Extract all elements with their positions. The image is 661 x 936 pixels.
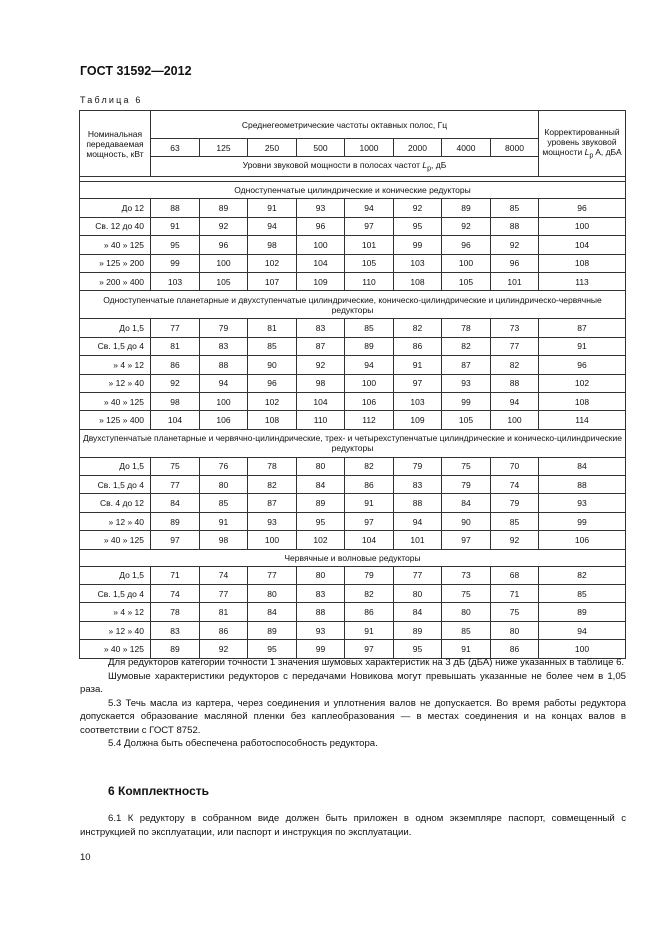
level-value-cell: 79: [345, 566, 394, 584]
table-row: [80, 411, 626, 429]
power-range-cell: » 40 » 125: [80, 531, 151, 549]
level-value-cell: 83: [297, 585, 345, 603]
level-value-cell: 85: [442, 621, 491, 639]
level-value-cell: 97: [345, 640, 394, 658]
level-value-cell: 89: [394, 621, 442, 639]
corrected-value-cell: 82: [539, 566, 626, 584]
body-text: [80, 656, 626, 751]
frequency-header-cell: 2000: [394, 139, 442, 157]
levels-label-pre: Уровни звуковой мощности в полосах частот: [242, 160, 423, 171]
section-heading: 6 Комплектность: [108, 784, 209, 798]
level-value-cell: 104: [345, 531, 394, 549]
level-value-cell: 75: [491, 603, 539, 621]
level-value-cell: 93: [442, 374, 491, 392]
level-value-cell: 83: [200, 337, 248, 355]
level-value-cell: 94: [345, 199, 394, 217]
level-value-cell: 103: [394, 254, 442, 272]
level-value-cell: 91: [394, 356, 442, 374]
power-range-cell: » 125 » 200: [80, 254, 151, 272]
level-value-cell: 80: [297, 566, 345, 584]
power-range-cell: » 125 » 400: [80, 411, 151, 429]
level-value-cell: 77: [248, 566, 297, 584]
level-value-cell: 77: [394, 566, 442, 584]
table-row: [80, 199, 626, 217]
power-column-header: Номинальная передаваемая мощность, кВт: [80, 111, 151, 177]
table-row: [80, 392, 626, 410]
level-value-cell: 87: [248, 494, 297, 512]
corrected-value-cell: 96: [539, 199, 626, 217]
table-row: [80, 319, 626, 337]
level-value-cell: 95: [394, 217, 442, 235]
level-value-cell: 97: [442, 531, 491, 549]
level-value-cell: 92: [200, 640, 248, 658]
level-value-cell: 78: [442, 319, 491, 337]
corrected-value-cell: 84: [539, 457, 626, 475]
level-value-cell: 88: [491, 217, 539, 235]
corrected-value-cell: 100: [539, 640, 626, 658]
level-value-cell: 86: [200, 621, 248, 639]
level-value-cell: 77: [491, 337, 539, 355]
level-value-cell: 100: [442, 254, 491, 272]
level-value-cell: 84: [248, 603, 297, 621]
level-value-cell: 91: [151, 217, 200, 235]
level-value-cell: 89: [200, 199, 248, 217]
level-value-cell: 78: [248, 457, 297, 475]
level-value-cell: 90: [442, 512, 491, 530]
power-range-cell: До 1,5: [80, 566, 151, 584]
level-value-cell: 76: [200, 457, 248, 475]
corrected-value-cell: 100: [539, 217, 626, 235]
level-value-cell: 80: [200, 476, 248, 494]
section-title-row: [80, 429, 626, 457]
power-range-cell: До 12: [80, 199, 151, 217]
level-value-cell: 84: [297, 476, 345, 494]
table-row: [80, 621, 626, 639]
level-value-cell: 71: [151, 566, 200, 584]
level-value-cell: 79: [491, 494, 539, 512]
level-value-cell: 94: [248, 217, 297, 235]
power-range-cell: » 4 » 12: [80, 356, 151, 374]
corrected-value-cell: 106: [539, 531, 626, 549]
level-value-cell: 85: [200, 494, 248, 512]
level-value-cell: 88: [151, 199, 200, 217]
level-value-cell: 97: [151, 531, 200, 549]
paragraph-5-4: 5.4 Должна быть обеспечена работоспособность редуктора.: [108, 738, 378, 749]
level-value-cell: 93: [297, 621, 345, 639]
power-range-cell: Св. 1,5 до 4: [80, 585, 151, 603]
level-value-cell: 89: [345, 337, 394, 355]
power-range-cell: » 4 » 12: [80, 603, 151, 621]
corrected-value-cell: 114: [539, 411, 626, 429]
level-value-cell: 73: [491, 319, 539, 337]
level-value-cell: 79: [442, 476, 491, 494]
level-value-cell: 104: [297, 392, 345, 410]
paragraph-accuracy-note: Для редукторов категории точности 1 значения шумовых характеристик на 3 дБ (дБА) ниже указанных в таблице 6.: [108, 657, 625, 668]
level-value-cell: 102: [248, 392, 297, 410]
frequency-header-cell: 500: [297, 139, 345, 157]
table-row: [80, 254, 626, 272]
table-row: [80, 603, 626, 621]
level-value-cell: 97: [345, 512, 394, 530]
power-range-cell: » 200 » 400: [80, 272, 151, 290]
level-value-cell: 82: [491, 356, 539, 374]
level-value-cell: 110: [297, 411, 345, 429]
section-title: Одноступенчатые цилиндрические и конические редукторы: [80, 182, 626, 199]
level-value-cell: 89: [151, 640, 200, 658]
level-value-cell: 96: [491, 254, 539, 272]
corrected-value-cell: 85: [539, 585, 626, 603]
level-value-cell: 87: [297, 337, 345, 355]
table-row: [80, 457, 626, 475]
level-value-cell: 80: [248, 585, 297, 603]
level-value-cell: 86: [345, 603, 394, 621]
corrected-value-cell: 96: [539, 356, 626, 374]
level-value-cell: 88: [394, 494, 442, 512]
section-title: Двухступенчатые планетарные и червячно-цилиндрические, трех- и четырехступенчатые цилиндрические и коническо-цилиндрические редукторы: [80, 429, 626, 457]
paragraph-novikov-note: Шумовые характеристики редукторов с передачами Новикова могут превышать указанные не более чем в 1,05 раза.: [80, 670, 626, 695]
level-value-cell: 99: [151, 254, 200, 272]
level-value-cell: 101: [394, 531, 442, 549]
level-value-cell: 108: [394, 272, 442, 290]
level-value-cell: 79: [394, 457, 442, 475]
level-value-cell: 100: [345, 374, 394, 392]
level-value-cell: 81: [248, 319, 297, 337]
level-value-cell: 92: [297, 356, 345, 374]
level-value-cell: 95: [248, 640, 297, 658]
level-value-cell: 77: [151, 476, 200, 494]
level-value-cell: 68: [491, 566, 539, 584]
power-range-cell: Св. 1,5 до 4: [80, 337, 151, 355]
level-value-cell: 100: [491, 411, 539, 429]
level-value-cell: 77: [200, 585, 248, 603]
level-value-cell: 89: [297, 494, 345, 512]
corrected-value-cell: 88: [539, 476, 626, 494]
corrected-value-cell: 93: [539, 494, 626, 512]
power-range-cell: » 12 » 40: [80, 621, 151, 639]
level-value-cell: 82: [345, 457, 394, 475]
level-value-cell: 78: [151, 603, 200, 621]
frequency-header-cell: 63: [151, 139, 200, 157]
level-value-cell: 98: [200, 531, 248, 549]
corrected-level-header: [539, 111, 626, 177]
table-row: [80, 585, 626, 603]
level-value-cell: 74: [200, 566, 248, 584]
level-value-cell: 94: [345, 356, 394, 374]
section-title-row: [80, 291, 626, 319]
level-value-cell: 82: [442, 337, 491, 355]
level-value-cell: 109: [297, 272, 345, 290]
level-value-cell: 86: [151, 356, 200, 374]
power-range-cell: До 1,5: [80, 457, 151, 475]
frequency-group-header: Среднегеометрические частоты октавных полос, Гц: [151, 111, 539, 139]
corrected-level-subscript: p: [589, 151, 594, 160]
corrected-value-cell: 99: [539, 512, 626, 530]
level-value-cell: 105: [442, 411, 491, 429]
level-value-cell: 89: [248, 621, 297, 639]
level-value-cell: 92: [394, 199, 442, 217]
level-value-cell: 88: [200, 356, 248, 374]
table-row: [80, 494, 626, 512]
level-value-cell: 99: [297, 640, 345, 658]
paragraph-6-1: 6.1 К редуктору в собранном виде должен быть приложен в одном экземпляре паспорт, совмещенный с инструкцией по эксплуатации, или паспорт и инструкция по эксплуатации.: [80, 813, 626, 838]
power-range-cell: » 12 » 40: [80, 374, 151, 392]
levels-symbol: L: [422, 160, 428, 171]
level-value-cell: 85: [491, 512, 539, 530]
level-value-cell: 88: [491, 374, 539, 392]
table-caption: Таблица 6: [80, 95, 143, 105]
level-value-cell: 71: [491, 585, 539, 603]
corrected-value-cell: 102: [539, 374, 626, 392]
noise-table: [79, 110, 626, 659]
power-range-cell: » 40 » 125: [80, 392, 151, 410]
level-value-cell: 105: [442, 272, 491, 290]
level-value-cell: 98: [151, 392, 200, 410]
table-row: [80, 337, 626, 355]
level-value-cell: 101: [345, 236, 394, 254]
level-value-cell: 81: [151, 337, 200, 355]
table-row: [80, 374, 626, 392]
level-value-cell: 99: [394, 236, 442, 254]
level-value-cell: 112: [345, 411, 394, 429]
level-value-cell: 86: [345, 476, 394, 494]
level-value-cell: 92: [491, 236, 539, 254]
corrected-value-cell: 94: [539, 621, 626, 639]
level-value-cell: 74: [491, 476, 539, 494]
level-value-cell: 93: [297, 199, 345, 217]
level-value-cell: 91: [442, 640, 491, 658]
level-value-cell: 88: [297, 603, 345, 621]
corrected-level-label: Корректированный уровень звуковой мощности: [542, 126, 620, 157]
frequency-header-cell: 125: [200, 139, 248, 157]
level-value-cell: 97: [345, 217, 394, 235]
level-value-cell: 91: [345, 494, 394, 512]
frequency-header-cell: 8000: [491, 139, 539, 157]
level-value-cell: 75: [151, 457, 200, 475]
level-value-cell: 86: [394, 337, 442, 355]
level-value-cell: 107: [248, 272, 297, 290]
level-value-cell: 74: [151, 585, 200, 603]
levels-subscript: p: [427, 164, 432, 173]
level-value-cell: 97: [394, 374, 442, 392]
level-value-cell: 83: [151, 621, 200, 639]
level-value-cell: 105: [345, 254, 394, 272]
corrected-level-symbol: L: [584, 146, 590, 157]
levels-label-post: , дБ: [431, 160, 447, 171]
frequency-header-cell: 250: [248, 139, 297, 157]
power-range-cell: До 1,5: [80, 319, 151, 337]
level-value-cell: 83: [297, 319, 345, 337]
power-range-cell: Св. 12 до 40: [80, 217, 151, 235]
corrected-value-cell: 104: [539, 236, 626, 254]
level-value-cell: 79: [200, 319, 248, 337]
level-value-cell: 106: [200, 411, 248, 429]
level-value-cell: 73: [442, 566, 491, 584]
level-value-cell: 102: [248, 254, 297, 272]
level-value-cell: 80: [394, 585, 442, 603]
level-value-cell: 85: [345, 319, 394, 337]
level-value-cell: 91: [345, 621, 394, 639]
table-row: [80, 566, 626, 584]
table-row: [80, 217, 626, 235]
level-value-cell: 80: [442, 603, 491, 621]
frequency-header-cell: 1000: [345, 139, 394, 157]
level-value-cell: 81: [200, 603, 248, 621]
level-value-cell: 95: [394, 640, 442, 658]
power-range-cell: » 40 » 125: [80, 640, 151, 658]
power-range-cell: » 40 » 125: [80, 236, 151, 254]
level-value-cell: 84: [151, 494, 200, 512]
level-value-cell: 104: [297, 254, 345, 272]
level-value-cell: 98: [248, 236, 297, 254]
level-value-cell: 96: [200, 236, 248, 254]
section-title: Одноступенчатые планетарные и двухступенчатые цилиндрические, коническо-цилиндрические и цилиндрическо-червячные редукторы: [80, 291, 626, 319]
level-value-cell: 82: [394, 319, 442, 337]
level-value-cell: 106: [345, 392, 394, 410]
table-row: [80, 272, 626, 290]
level-value-cell: 95: [297, 512, 345, 530]
level-value-cell: 91: [200, 512, 248, 530]
level-value-cell: 95: [151, 236, 200, 254]
level-value-cell: 84: [394, 603, 442, 621]
level-value-cell: 101: [491, 272, 539, 290]
level-value-cell: 110: [345, 272, 394, 290]
frequency-header-cell: 4000: [442, 139, 491, 157]
level-value-cell: 85: [248, 337, 297, 355]
corrected-value-cell: 113: [539, 272, 626, 290]
level-value-cell: 75: [442, 457, 491, 475]
corrected-value-cell: 108: [539, 254, 626, 272]
level-value-cell: 100: [297, 236, 345, 254]
power-range-cell: Св. 4 до 12: [80, 494, 151, 512]
level-value-cell: 77: [151, 319, 200, 337]
level-value-cell: 92: [151, 374, 200, 392]
section-title: Червячные и волновые редукторы: [80, 549, 626, 566]
corrected-value-cell: 108: [539, 392, 626, 410]
level-value-cell: 109: [394, 411, 442, 429]
level-value-cell: 89: [442, 199, 491, 217]
section-title-row: [80, 182, 626, 199]
section-title-row: [80, 549, 626, 566]
section-6-text: [80, 812, 626, 839]
table-row: [80, 476, 626, 494]
table-row: [80, 531, 626, 549]
level-value-cell: 89: [151, 512, 200, 530]
level-value-cell: 85: [491, 199, 539, 217]
level-value-cell: 92: [442, 217, 491, 235]
level-value-cell: 99: [442, 392, 491, 410]
level-value-cell: 96: [248, 374, 297, 392]
level-value-cell: 80: [297, 457, 345, 475]
level-value-cell: 83: [394, 476, 442, 494]
table-row: [80, 512, 626, 530]
level-value-cell: 80: [491, 621, 539, 639]
table-row: [80, 236, 626, 254]
level-value-cell: 105: [200, 272, 248, 290]
corrected-value-cell: 91: [539, 337, 626, 355]
level-value-cell: 91: [248, 199, 297, 217]
level-value-cell: 94: [491, 392, 539, 410]
level-value-cell: 87: [442, 356, 491, 374]
table-row: [80, 356, 626, 374]
level-value-cell: 82: [248, 476, 297, 494]
level-value-cell: 94: [200, 374, 248, 392]
level-value-cell: 100: [200, 392, 248, 410]
level-value-cell: 96: [442, 236, 491, 254]
levels-header: [151, 157, 539, 177]
level-value-cell: 102: [297, 531, 345, 549]
level-value-cell: 94: [394, 512, 442, 530]
corrected-value-cell: 89: [539, 603, 626, 621]
level-value-cell: 75: [442, 585, 491, 603]
level-value-cell: 108: [248, 411, 297, 429]
corrected-value-cell: 87: [539, 319, 626, 337]
level-value-cell: 82: [345, 585, 394, 603]
level-value-cell: 92: [200, 217, 248, 235]
level-value-cell: 70: [491, 457, 539, 475]
level-value-cell: 103: [151, 272, 200, 290]
level-value-cell: 104: [151, 411, 200, 429]
level-value-cell: 103: [394, 392, 442, 410]
power-range-cell: Св. 1,5 до 4: [80, 476, 151, 494]
level-value-cell: 100: [248, 531, 297, 549]
level-value-cell: 100: [200, 254, 248, 272]
standard-code: ГОСТ 31592—2012: [80, 64, 192, 78]
page-number: 10: [80, 852, 91, 863]
level-value-cell: 84: [442, 494, 491, 512]
paragraph-5-3: 5.3 Течь масла из картера, через соединения и уплотнения валов не допускается. Во время работы редуктора допускается образование масляной пленки без каплеобразования — в местах соединения и на концах валов в соответствии с ГОСТ 8752.: [80, 697, 626, 736]
corrected-level-unit: A, дБА: [595, 146, 622, 157]
power-range-cell: » 12 » 40: [80, 512, 151, 530]
level-value-cell: 92: [491, 531, 539, 549]
level-value-cell: 90: [248, 356, 297, 374]
level-value-cell: 93: [248, 512, 297, 530]
level-value-cell: 86: [491, 640, 539, 658]
level-value-cell: 98: [297, 374, 345, 392]
level-value-cell: 96: [297, 217, 345, 235]
